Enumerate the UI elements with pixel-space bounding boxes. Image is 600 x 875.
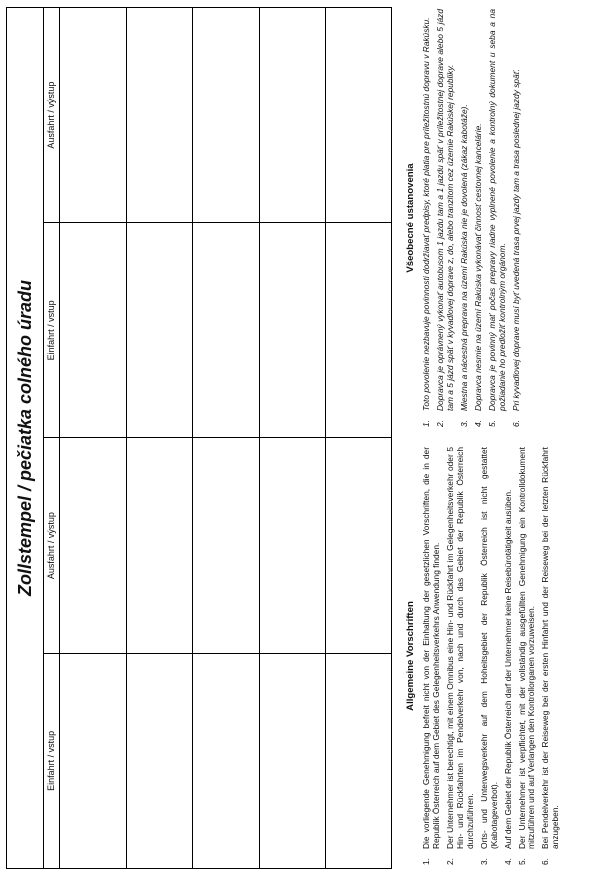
stamp-cell: [326, 8, 392, 222]
item-number: 4.: [472, 420, 483, 427]
list-item: [504, 447, 514, 865]
stamp-cell: [193, 8, 260, 222]
list-item: [446, 447, 476, 865]
item-number: 4.: [502, 858, 513, 865]
item-text: Dopravca je oprávnený vykonať autobusom 1 jazdu tam a 1 jazdu späť v príležitostnej doprave alebo 5 jázd tam a 5 jázd späť v kyvadlovej doprave z, do, alebo tranzitom cez územie Rakúskej republiky.: [435, 9, 456, 411]
column-header: Ausfahrt / výstup: [44, 439, 60, 653]
item-number: 2.: [445, 858, 456, 865]
stamp-column-exit-2: [44, 8, 392, 223]
list-item: [422, 9, 432, 427]
item-number: 3.: [459, 420, 470, 427]
column-body: [60, 439, 392, 653]
list-item: [480, 447, 500, 865]
item-text: Dopravca je povinný mať počas prepravy riadne vyplnené povolenie a kontrolný dokument u seba a na požiadanie ho predložiť kontrolným orgánom.: [486, 9, 507, 411]
column-body: [60, 8, 392, 222]
stamp-cell: [127, 439, 194, 653]
stamp-cell: [60, 223, 127, 437]
item-text: Der Unternehmer ist berechtigt, mit einem Omnibus eine Hin- und Rückfahrt im Gelegenheitsverkehr oder 5 Hin- und Rückfahrten im Pendelverkehr von, nach und durch das Gebiet der Republik Österreich durchzuführen.: [445, 447, 475, 849]
list-item: [541, 447, 561, 865]
item-text: Auf dem Gebiet der Republik Österreich darf der Unternehmer keine Reisebürotätigkeit ausüben.: [502, 489, 513, 849]
stamp-cell: [60, 439, 127, 653]
list-item: [436, 9, 456, 427]
item-text: Pri kyvadlovej doprave musí byť uvedená trasa prvej jazdy tam a trasa poslednej jazdy späť.: [510, 68, 521, 411]
slovak-regulations: [405, 9, 526, 427]
item-text: Bei Pendelverkehr ist der Reiseweg bei der ersten Hinfahrt und der Reiseweg bei der letzten Rückfahrt anzugeben.: [540, 447, 561, 849]
stamp-column-entry-2: [44, 223, 392, 438]
item-text: Dopravca nesmie na území Rakúska vykonávať činnosť cestovnej kancelárie.: [472, 123, 483, 411]
item-text: Miestna a nácestná preprava na území Rakúska nie je dovolená (zákaz kabotáže).: [459, 104, 470, 411]
stamp-grid: [44, 8, 392, 868]
column-header: Einfahrt / vstup: [44, 223, 60, 437]
stamp-cell: [260, 223, 327, 437]
item-text: Orts- und Unterwegsverkehr auf dem Hoheitsgebiet der Republik Österreich ist nicht gestattet (Kabotageverbot).: [478, 447, 499, 849]
stamp-cell: [326, 654, 392, 868]
item-number: 5.: [516, 858, 527, 865]
slovak-list: [422, 9, 521, 427]
stamp-column-entry-1: [44, 654, 392, 868]
item-number: 6.: [540, 858, 551, 865]
item-number: 1.: [421, 858, 432, 865]
stamp-cell: [127, 8, 194, 222]
stamp-cell: [193, 654, 260, 868]
list-item: [512, 9, 522, 427]
list-item: [518, 447, 538, 865]
item-number: 2.: [435, 420, 446, 427]
stamp-cell: [60, 654, 127, 868]
column-body: [60, 223, 392, 437]
list-item: [460, 9, 470, 427]
stamp-title: Zollstempel / pečiatka colného úradu: [7, 8, 44, 868]
item-number: 5.: [486, 420, 497, 427]
stamp-cell: [60, 8, 127, 222]
item-text: Toto povolenie nezbavuje povinnosti dodržiavať predpisy, ktoré platia pre príležitostnú dopravu v Rakúsku.: [421, 17, 432, 411]
stamp-cell: [326, 223, 392, 437]
stamp-cell: [193, 223, 260, 437]
column-header: Ausfahrt / výstup: [44, 8, 60, 222]
stamp-cell: [260, 654, 327, 868]
column-body: [60, 654, 392, 868]
item-number: 6.: [510, 420, 521, 427]
list-item: [474, 9, 484, 427]
german-heading: Allgemeine Vorschriften: [405, 601, 416, 711]
stamp-cell: [193, 439, 260, 653]
list-item: [488, 9, 508, 427]
item-text: Der Unternehmer ist verpflichtet, mit der vollständig ausgefüllten Genehmigung ein Kontrolldokument mitzuführen und auf Verlangen den Kontrollorganen vorzuweisen.: [516, 447, 537, 849]
column-header: Einfahrt / vstup: [44, 654, 60, 868]
list-item: [422, 447, 442, 865]
customs-stamp-table: [6, 7, 392, 869]
german-list: [422, 447, 561, 865]
stamp-cell: [326, 439, 392, 653]
stamp-cell: [260, 8, 327, 222]
stamp-cell: [260, 439, 327, 653]
item-number: 1.: [421, 420, 432, 427]
german-regulations: [405, 447, 565, 865]
stamp-cell: [127, 654, 194, 868]
stamp-column-exit-1: [44, 439, 392, 654]
slovak-heading: Všeobecné ustanovenia: [405, 163, 416, 273]
item-text: Die vorliegende Genehmigung befreit nicht von der Einhaltung der gesetzlichen Vorschriften, die in der Republik Österreich auf dem Gebiet des Gelegenheitsverkehrs Anwendung finden.: [421, 447, 442, 849]
item-number: 3.: [478, 858, 489, 865]
stamp-cell: [127, 223, 194, 437]
